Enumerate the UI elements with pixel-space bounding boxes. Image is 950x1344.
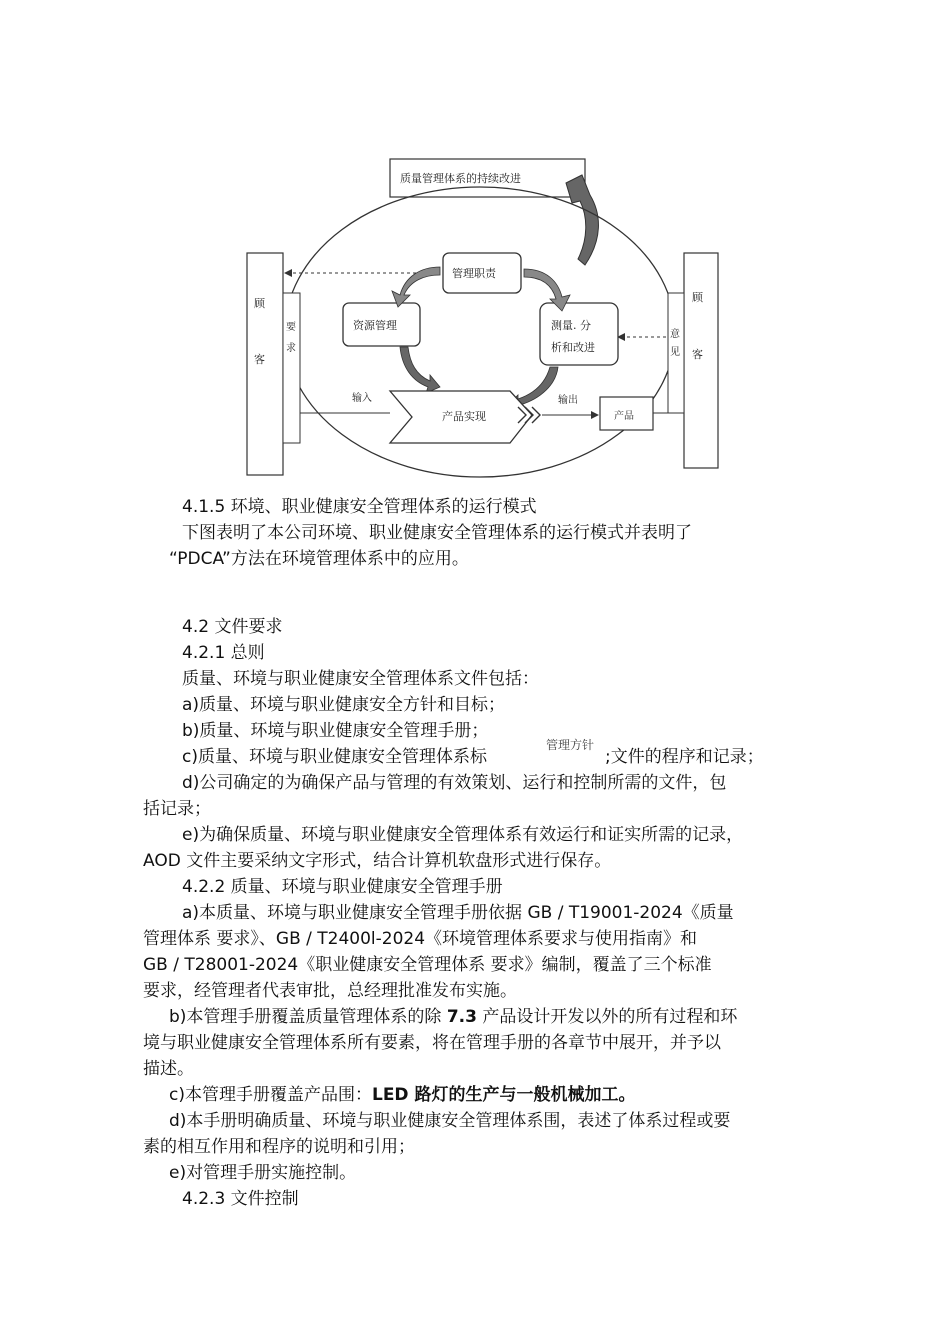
section-4-2 <box>143 614 813 1212</box>
heading-4-2-3: 4.2.3 文件控制 <box>182 1189 299 1209</box>
paragraph-4-2-2-a-line-3: GB / T28001-2024《职业健康安全管理体系 要求》编制，覆盖了三个标准 <box>143 955 712 975</box>
right-customer-char-1: 顾 <box>692 291 703 304</box>
heading-4-2-2: 4.2.2 质量、环境与职业健康安全管理手册 <box>182 877 503 897</box>
list-item-c <box>143 744 813 770</box>
paragraph-4-2-1-intro: 质量、环境与职业健康安全管理体系文件包括： <box>182 669 539 689</box>
paragraph-4-2-2-a-line-4: 要求，经管理者代表审批，总经理批准发布实施。 <box>143 981 517 1001</box>
left-customer-char-2: 客 <box>254 353 265 366</box>
list-item-e-line-2: AOD 文件主要采纳文字形式，结合计算机软盘形式进行保存。 <box>143 851 612 871</box>
list-item-c-end: ;文件的程序和记录； <box>604 747 764 767</box>
list-item-d-line-1: d)公司确定的为确保产品与管理的有效策划、运行和控制所需的文件，包 <box>182 773 727 793</box>
left-customer-box <box>247 253 283 475</box>
list-item-a: a)质量、环境与职业健康安全方针和目标； <box>182 695 506 715</box>
mgmt-duty-label: 管理职责 <box>452 267 496 280</box>
paragraph-4-2-2-a-line-1: a)本质量、环境与职业健康安全管理手册依据 GB / T19001-2024《质量 <box>182 903 734 923</box>
heading-4-2: 4.2 文件要求 <box>182 617 283 637</box>
requirements-char-1: 要 <box>286 322 296 333</box>
list-item-d-line-2: 括记录； <box>143 799 211 819</box>
measure-box <box>540 303 618 365</box>
resource-mgmt-label: 资源管理 <box>353 319 397 332</box>
paragraph-4-1-5-line-1: 下图表明了本公司环境、职业健康安全管理体系的运行模式并表明了 <box>182 523 692 543</box>
opinion-char-1: 意 <box>670 329 680 340</box>
paragraph-4-2-2-b-line-2: 境与职业健康安全管理体系所有要素，将在管理手册的各章节中展开，并予以 <box>143 1033 721 1053</box>
paragraph-4-1-5-line-2: “PDCA”方法在环境管理体系中的应用。 <box>169 549 469 569</box>
measure-label-1: 测量. 分 <box>551 319 591 332</box>
paragraph-4-2-2-d-line-1: d)本手册明确质量、环境与职业健康安全管理体系围，表述了体系过程或要 <box>169 1111 731 1131</box>
input-label: 输入 <box>352 393 372 404</box>
requirements-box <box>283 293 300 443</box>
product-realization-label: 产品实现 <box>442 410 486 423</box>
paragraph-4-2-2-d-line-2: 素的相互作用和程序的说明和引用； <box>143 1137 415 1157</box>
paragraph-4-2-2-b-line-3: 描述。 <box>143 1059 194 1079</box>
heading-4-2-1: 4.2.1 总则 <box>182 643 265 663</box>
b-line-1-pre: b)本管理手册覆盖质量管理体系的除 <box>169 1007 447 1027</box>
list-item-e-line-1: e)为确保质量、环境与职业健康安全管理体系有效运行和证实所需的记录， <box>182 825 744 845</box>
heading-4-1-5: 4.1.5 环境、职业健康安全管理体系的运行模式 <box>182 497 537 517</box>
left-customer-char-1: 顾 <box>254 297 265 310</box>
c-pre: c)本管理手册覆盖产品围： <box>169 1085 372 1105</box>
overlay-stamp-text: 管理方针 <box>546 738 595 752</box>
opinion-char-2: 见 <box>670 347 680 358</box>
paragraph-4-2-2-c <box>143 1082 813 1108</box>
output-label: 输出 <box>558 395 578 406</box>
process-model-diagram <box>240 155 720 480</box>
improvement-label: 质量管理体系的持续改进 <box>400 172 521 185</box>
b-line-1-bold: 7.3 <box>446 1007 477 1027</box>
c-bold: LED 路灯的生产与一般机械加工。 <box>371 1085 636 1105</box>
requirements-char-2: 求 <box>286 343 296 354</box>
measure-label-2: 析和改进 <box>551 341 595 354</box>
paragraph-4-2-2-a-line-2: 管理体系 要求》、GB / T2400l-2024《环境管理体系要求与使用指南》和 <box>143 929 698 949</box>
list-item-b: b)质量、环境与职业健康安全管理手册； <box>182 721 489 741</box>
b-line-1-post: 产品设计开发以外的所有过程和环 <box>476 1007 738 1027</box>
paragraph-4-2-2-e: e)对管理手册实施控制。 <box>169 1163 357 1183</box>
paragraph-4-2-2-b-line-1 <box>143 1004 813 1030</box>
product-label: 产品 <box>614 411 634 422</box>
right-customer-char-2: 客 <box>692 348 703 361</box>
section-4-1-5 <box>143 494 813 572</box>
list-item-c-text: c)质量、环境与职业健康安全管理体系标 <box>182 747 487 767</box>
